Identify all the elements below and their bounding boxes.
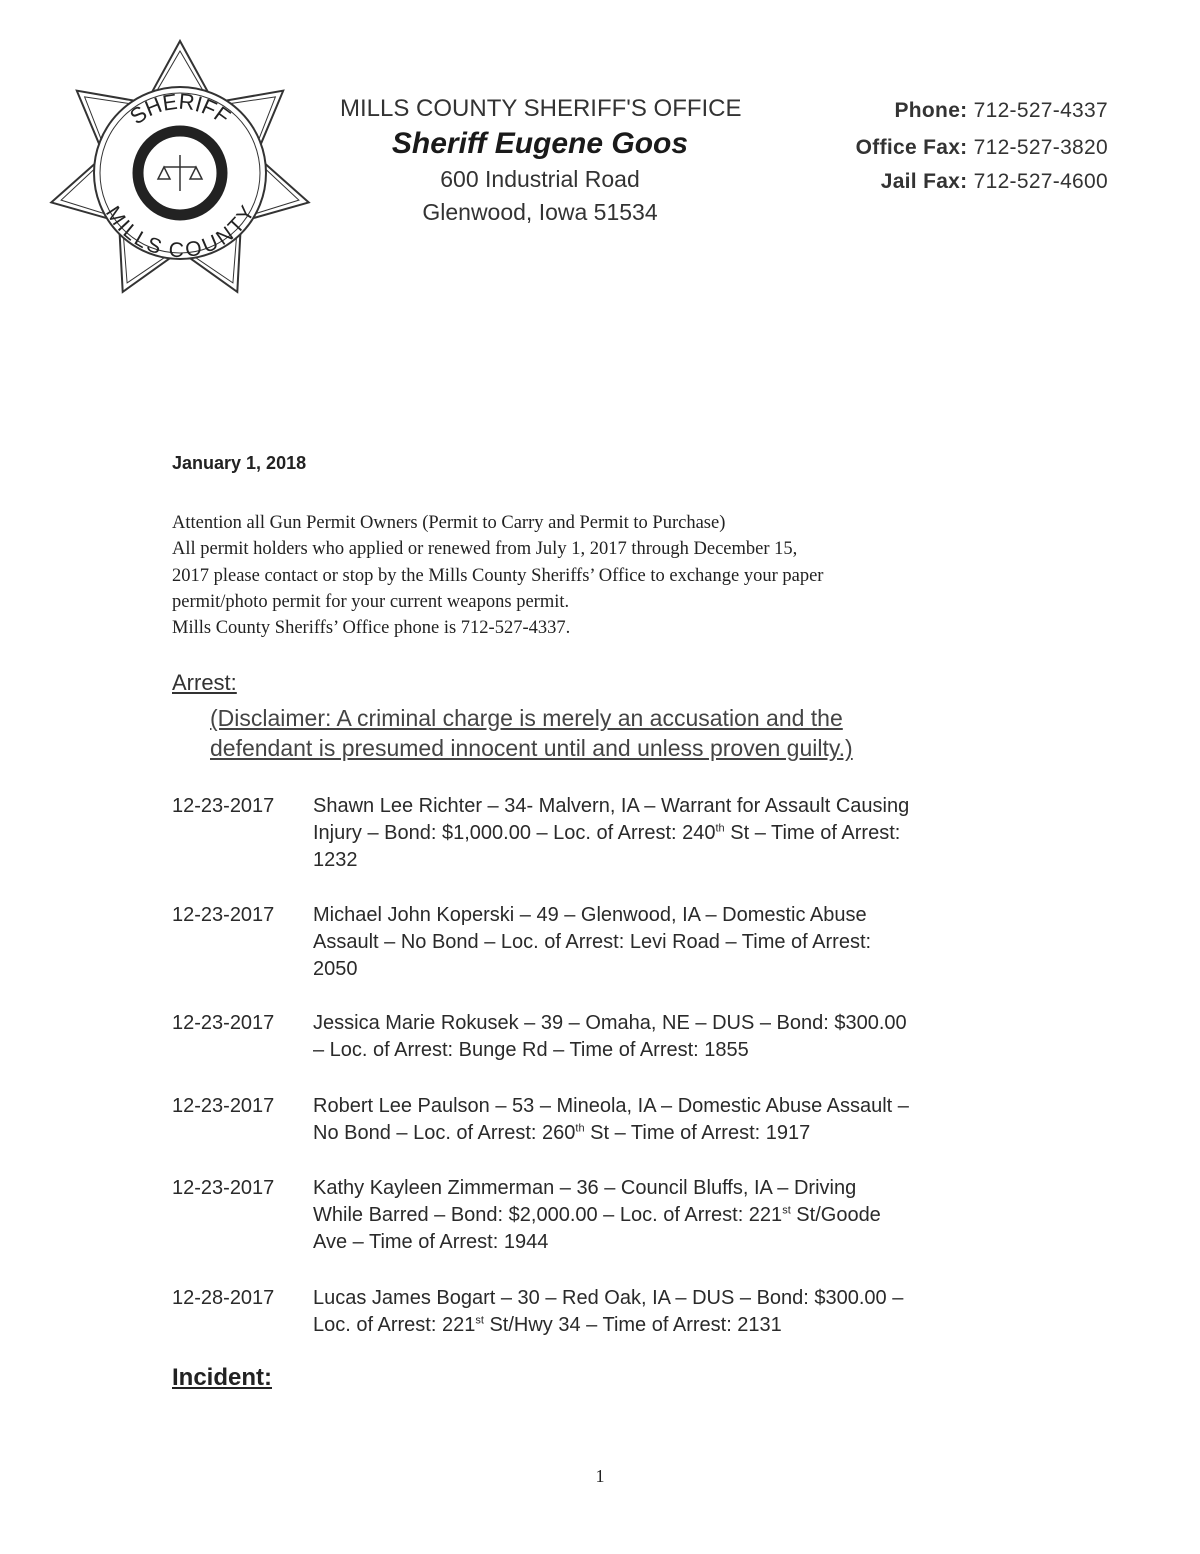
arrest-details-line: [313, 1010, 907, 1037]
notice-line: Mills County Sheriffs’ Office phone is 712-527-4337.: [172, 618, 571, 639]
text-segment: 2050: [313, 958, 358, 980]
arrest-details: [313, 793, 909, 874]
notice-line: All permit holders who applied or renewed from July 1, 2017 through December 15,: [172, 539, 798, 560]
arrest-date: 12-23-2017: [172, 795, 275, 817]
office-name: MILLS COUNTY SHERIFF'S OFFICE: [340, 95, 742, 122]
text-segment: Michael John Koperski – 49 – Glenwood, IA – Domestic Abuse: [313, 904, 867, 926]
arrest-details-line: [313, 847, 909, 874]
arrest-date: 12-23-2017: [172, 904, 275, 926]
text-segment: St – Time of Arrest: 1917: [584, 1122, 811, 1144]
incident-heading: Incident:: [172, 1364, 272, 1391]
text-segment: 1232: [313, 849, 358, 871]
text-segment: Loc. of Arrest: 221: [313, 1314, 476, 1336]
ordinal-suffix: st: [475, 1314, 484, 1327]
arrest-details-line: [313, 929, 871, 956]
address-line-1: 600 Industrial Road: [440, 166, 640, 192]
contact-value: 712-527-4337: [973, 99, 1108, 122]
arrest-details: [313, 1093, 909, 1147]
arrest-date: 12-28-2017: [172, 1287, 275, 1309]
arrest-details-line: [313, 1120, 909, 1147]
arrest-details-line: [313, 1312, 903, 1339]
notice-line: 2017 please contact or stop by the Mills County Sheriffs’ Office to exchange your paper: [172, 565, 824, 586]
text-segment: Assault – No Bond – Loc. of Arrest: Levi Road – Time of Arrest:: [313, 931, 872, 953]
contact-jail-fax: [881, 170, 1108, 194]
arrest-details: [313, 1010, 907, 1064]
text-segment: Ave – Time of Arrest: 1944: [313, 1231, 549, 1253]
ordinal-suffix: th: [715, 822, 725, 835]
sheriff-badge-logo: [40, 38, 320, 308]
text-segment: Shawn Lee Richter – 34- Malvern, IA – Warrant for Assault Causing: [313, 795, 910, 817]
disclaimer-line: defendant is presumed innocent until and unless proven guilty.): [210, 735, 853, 761]
ordinal-suffix: st: [782, 1204, 791, 1217]
disclaimer: [210, 703, 853, 763]
disclaimer-line: (Disclaimer: A criminal charge is merely an accusation and the: [210, 705, 843, 731]
text-segment: St/Hwy 34 – Time of Arrest: 2131: [483, 1314, 782, 1336]
arrest-details-line: [313, 1093, 909, 1120]
svg-text:STATE OF IOWA: STATE OF IOWA: [154, 139, 206, 157]
arrest-details-line: [313, 1202, 881, 1229]
text-segment: Robert Lee Paulson – 53 – Mineola, IA – Domestic Abuse Assault –: [313, 1095, 909, 1117]
sheriff-name: Sheriff Eugene Goos: [391, 127, 689, 160]
text-segment: Lucas James Bogart – 30 – Red Oak, IA – DUS – Bond: $300.00 –: [313, 1287, 904, 1309]
svg-text:SHERIFF: SHERIFF: [125, 88, 236, 130]
ordinal-suffix: th: [575, 1122, 585, 1135]
contact-phone: [895, 99, 1109, 123]
text-segment: While Barred – Bond: $2,000.00 – Loc. of Arrest: 221: [313, 1204, 783, 1226]
arrest-date: 12-23-2017: [172, 1177, 275, 1199]
arrest-date: 12-23-2017: [172, 1012, 275, 1034]
arrest-details-line: [313, 1229, 881, 1256]
text-segment: Jessica Marie Rokusek – 39 – Omaha, NE – DUS – Bond: $300.00: [313, 1012, 907, 1034]
svg-text:MILLS COUNTY: MILLS COUNTY: [100, 202, 260, 263]
arrest-date: 12-23-2017: [172, 1095, 275, 1117]
arrest-details-line: [313, 820, 909, 847]
address-line-2: Glenwood, Iowa 51534: [422, 199, 658, 225]
notice-line: permit/photo permit for your current weapons permit.: [172, 591, 570, 612]
contact-label: Jail Fax:: [880, 170, 968, 193]
arrest-details-line: [313, 1037, 907, 1064]
arrest-details-line: [313, 902, 871, 929]
svg-text:SHERIFF'S SEAL: SHERIFF'S SEAL: [150, 192, 210, 212]
contact-label: Office Fax:: [855, 136, 968, 159]
arrest-details-line: [313, 793, 909, 820]
document-date: January 1, 2018: [172, 453, 307, 473]
contact-value: 712-527-3820: [973, 136, 1108, 159]
arrest-heading: Arrest:: [172, 670, 237, 695]
text-segment: No Bond – Loc. of Arrest: 260: [313, 1122, 576, 1144]
arrest-details: [313, 1285, 903, 1339]
text-segment: – Loc. of Arrest: Bunge Rd – Time of Arrest: 1855: [313, 1039, 749, 1061]
notice-line: Attention all Gun Permit Owners (Permit to Carry and Permit to Purchase): [172, 513, 726, 533]
permit-notice: [172, 510, 823, 641]
contact-value: 712-527-4600: [973, 170, 1108, 193]
contact-label: Phone:: [894, 99, 968, 122]
text-segment: St – Time of Arrest:: [724, 822, 901, 844]
arrest-details-line: [313, 956, 871, 983]
arrest-details-line: [313, 1285, 903, 1312]
text-segment: St/Goode: [790, 1204, 881, 1226]
arrest-details: [313, 1175, 881, 1256]
text-segment: Injury – Bond: $1,000.00 – Loc. of Arrest: 240: [313, 822, 716, 844]
text-segment: Kathy Kayleen Zimmerman – 36 – Council Bluffs, IA – Driving: [313, 1177, 857, 1199]
page-number: 1: [595, 1466, 605, 1486]
arrest-details-line: [313, 1175, 881, 1202]
contact-office-fax: [856, 136, 1108, 160]
arrest-details: [313, 902, 871, 983]
